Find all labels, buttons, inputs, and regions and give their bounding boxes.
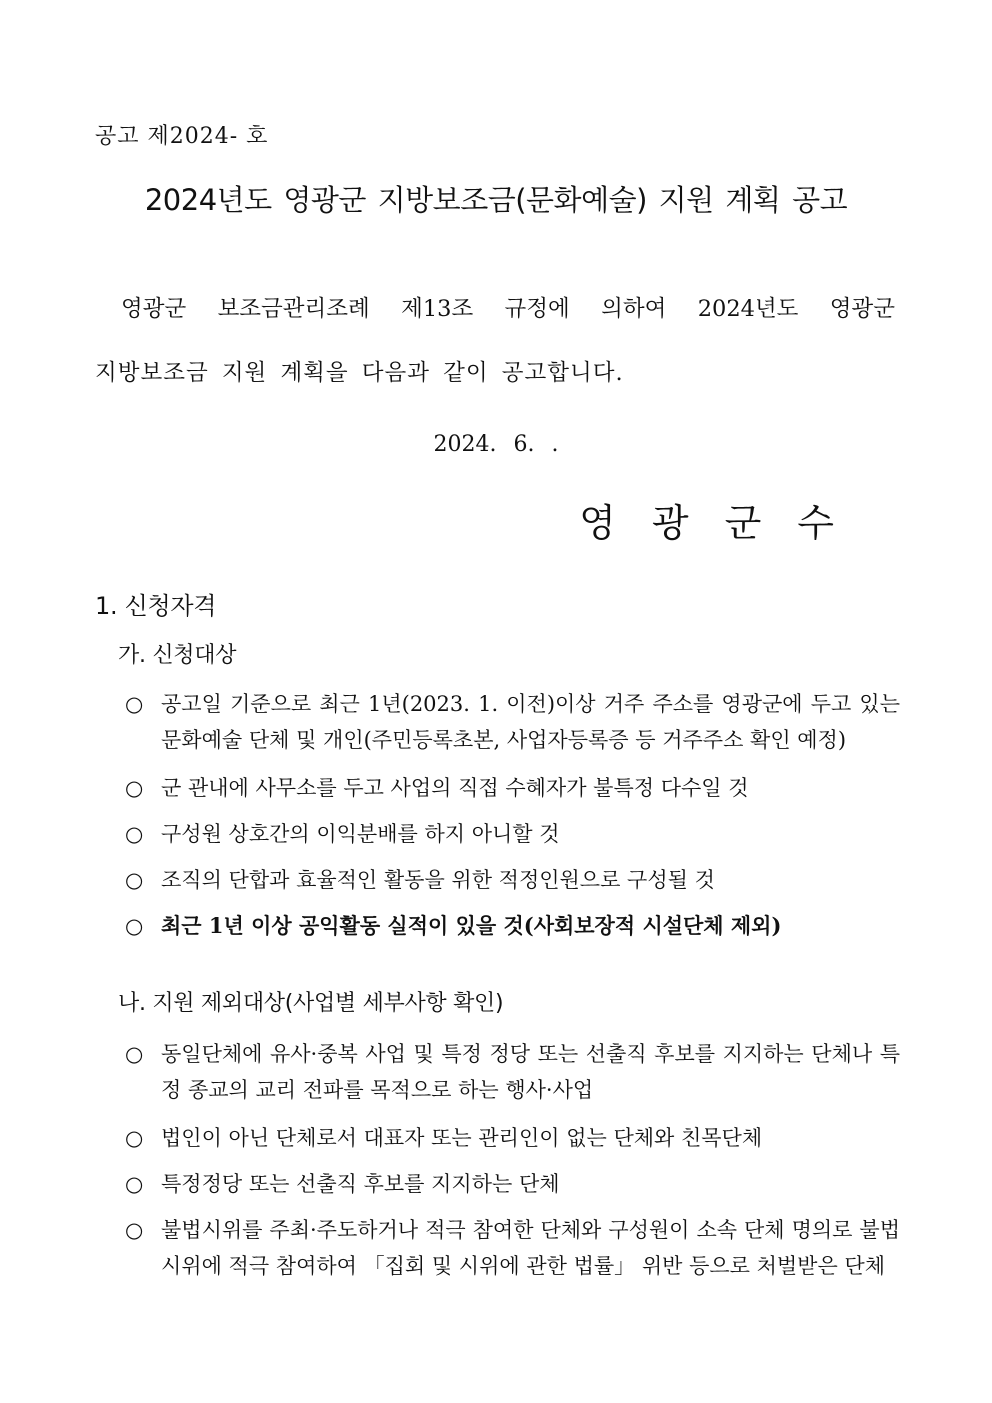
issuer-signature: 영광군수 — [579, 501, 870, 545]
list-item-text: 특정정당 또는 선출직 후보를 지지하는 단체 — [161, 1172, 560, 1196]
list-item-text: 동일단체에 유사·중복 사업 및 특정 정당 또는 선출직 후보를 지지하는 단체나 특정 종교의 교리 전파를 목적으로 하는 행사·사업 — [161, 1042, 900, 1102]
circle-bullet-icon: ○ — [125, 868, 144, 892]
list-item-text: 군 관내에 사무소를 두고 사업의 직접 수혜자가 불특정 다수일 것 — [161, 776, 749, 800]
circle-bullet-icon: ○ — [125, 1218, 144, 1242]
list-item-text: 법인이 아닌 단체로서 대표자 또는 관리인이 없는 단체와 친목단체 — [161, 1126, 763, 1150]
circle-bullet-icon: ○ — [125, 692, 144, 716]
list-item — [125, 686, 900, 758]
document-title: 2024년도 영광군 지방보조금(문화예술) 지원 계획 공고 — [144, 183, 848, 217]
list-item — [125, 1212, 900, 1284]
list-item-text: 조직의 단합과 효율적인 활동을 위한 적정인원으로 구성될 것 — [161, 868, 715, 892]
circle-bullet-icon: ○ — [125, 1126, 144, 1150]
circle-bullet-icon: ○ — [125, 913, 144, 938]
circle-bullet-icon: ○ — [125, 1042, 144, 1066]
intro-line-2: 지방보조금 지원 계획을 다음과 같이 공고합니다. — [95, 360, 624, 386]
notice-number: 공고 제2024- 호 — [95, 124, 269, 149]
subsection-b-heading: 나. 지원 제외대상(사업별 세부사항 확인) — [118, 991, 504, 1016]
list-item-text: 구성원 상호간의 이익분배를 하지 아니할 것 — [161, 822, 560, 846]
list-item — [125, 908, 900, 944]
list-item — [125, 770, 900, 806]
circle-bullet-icon: ○ — [125, 1172, 144, 1196]
circle-bullet-icon: ○ — [125, 776, 144, 800]
list-item-text: 불법시위를 주최·주도하거나 적극 참여한 단체와 구성원이 소속 단체 명의로 불법시위에 적극 참여하여 「집회 및 시위에 관한 법률」 위반 등으로 처벌받은 단체 — [161, 1218, 900, 1278]
list-item-text: 최근 1년 이상 공익활동 실적이 있을 것(사회보장적 시설단체 제외) — [161, 913, 782, 938]
notice-date: 2024. 6. . — [433, 432, 559, 457]
list-item-text: 공고일 기준으로 최근 1년(2023. 1. 이전)이상 거주 주소를 영광군에 두고 있는 문화예술 단체 및 개인(주민등록초본, 사업자등록증 등 거주주소 확인 예정) — [161, 692, 900, 752]
section-1-heading: 1. 신청자격 — [95, 592, 217, 620]
list-item — [125, 816, 900, 852]
list-item — [125, 1166, 900, 1202]
subsection-a-heading: 가. 신청대상 — [118, 643, 237, 668]
list-item — [125, 1036, 900, 1108]
intro-line-1: 영광군 보조금관리조례 제13조 규정에 의하여 2024년도 영광군 — [121, 296, 895, 322]
list-item — [125, 1120, 900, 1156]
list-item — [125, 862, 900, 898]
circle-bullet-icon: ○ — [125, 822, 144, 846]
